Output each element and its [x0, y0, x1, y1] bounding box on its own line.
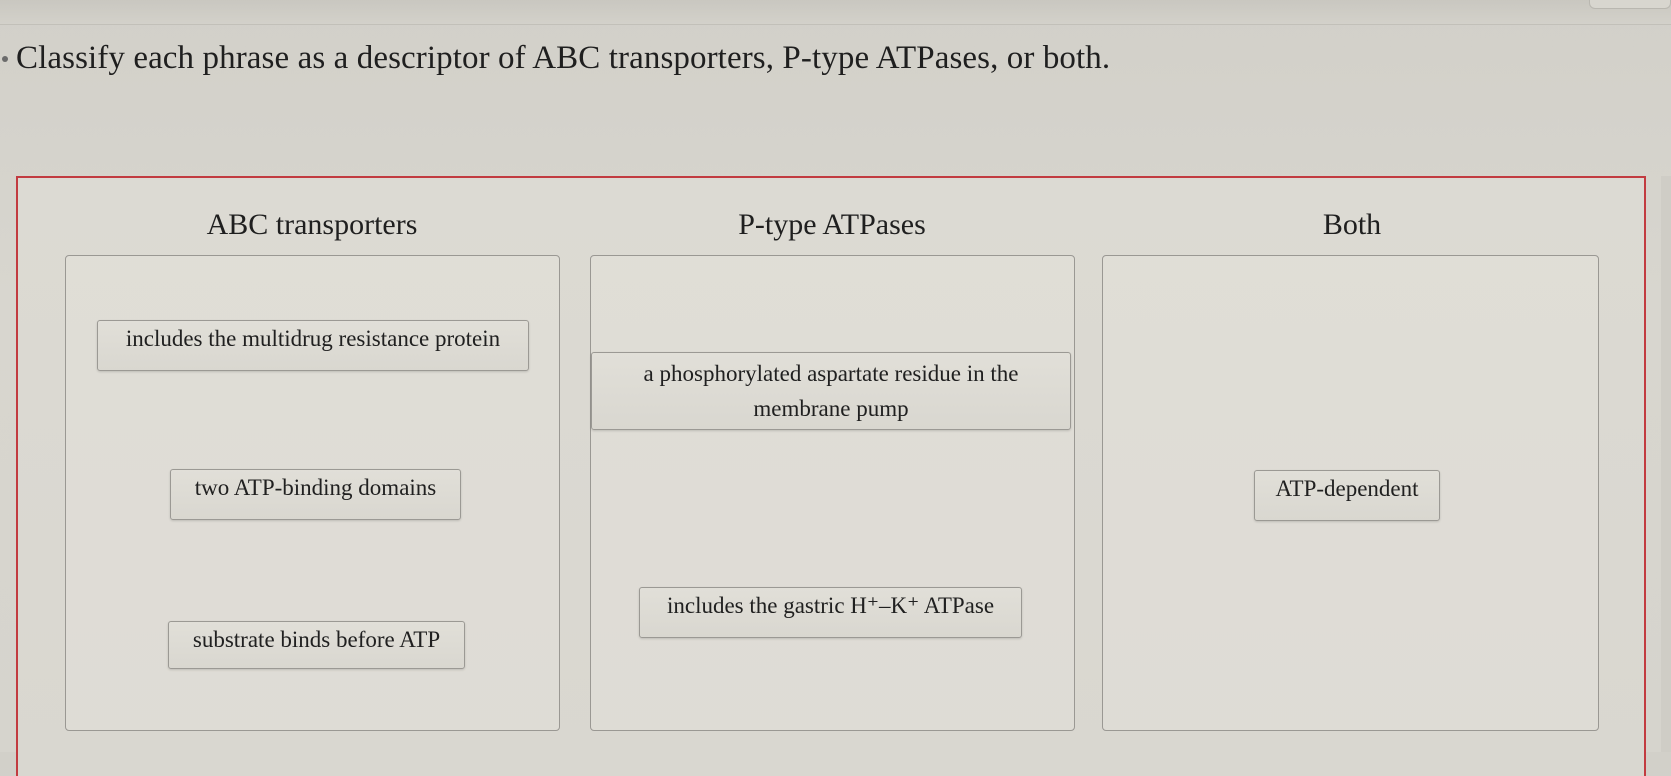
answer-chip-multidrug-resistance[interactable]: includes the multidrug resistance protein [97, 320, 529, 371]
answer-chip-atp-dependent[interactable]: ATP-dependent [1254, 470, 1440, 521]
top-tab[interactable] [1589, 0, 1671, 9]
column-title-abc: ABC transporters [206, 208, 418, 241]
answer-chip-phosphorylated-aspartate[interactable]: a phosphorylated aspartate residue in the membrane pump [591, 352, 1071, 430]
answer-chip-substrate-binds-before-atp[interactable]: substrate binds before ATP [168, 621, 465, 669]
column-title-ptype: P-type ATPases [738, 208, 926, 241]
question-prompt: Classify each phrase as a descriptor of ABC transporters, P-type ATPases, or both. [16, 40, 1111, 76]
answer-chip-two-atp-binding-domains[interactable]: two ATP-binding domains [170, 469, 461, 520]
question-bullet [2, 56, 8, 62]
top-bar [0, 0, 1671, 25]
drop-zone-ptype[interactable] [590, 255, 1075, 731]
right-edge-scrollbar[interactable] [1661, 176, 1671, 752]
column-title-both: Both [1322, 208, 1382, 241]
answer-chip-gastric-atpase[interactable]: includes the gastric H⁺–K⁺ ATPase [639, 587, 1022, 638]
